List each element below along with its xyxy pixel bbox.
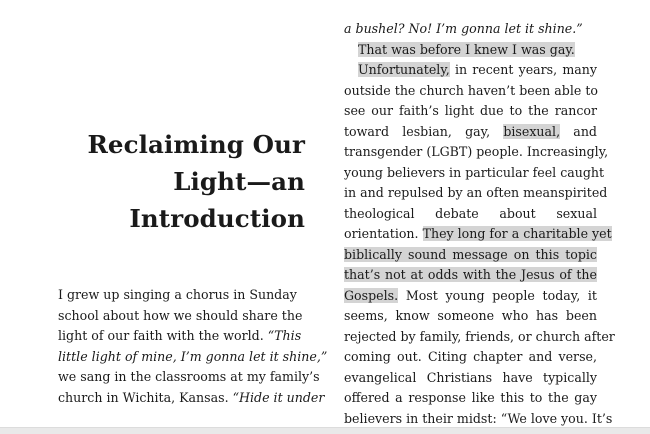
text-run: coming out. Citing chapter and verse, xyxy=(344,349,597,364)
text-line xyxy=(344,60,597,81)
text-run: we sang in the classrooms at my family’s xyxy=(58,369,320,384)
text-line xyxy=(58,285,318,306)
text-line xyxy=(58,367,318,388)
text-run: outside the church haven’t been able to xyxy=(344,82,598,98)
text-run: school about how we should share the xyxy=(58,307,303,323)
text-run: I grew up singing a chorus in Sunday xyxy=(58,287,297,302)
text-run: rejected by family, friends, or church after xyxy=(344,328,615,344)
left-page-text xyxy=(58,285,328,408)
text-line xyxy=(344,347,597,368)
text-line xyxy=(344,163,605,184)
text-run: seems, know someone who has been xyxy=(344,308,597,323)
text-line xyxy=(58,306,318,327)
chapter-title-line: Reclaiming Our xyxy=(87,130,305,160)
highlighted-text: Gospels. xyxy=(344,287,399,303)
text-run: young believers in particular feel caught xyxy=(344,164,605,180)
highlighted-text: biblically sound message on this topic xyxy=(344,246,597,262)
italic-text: a bushel? No! I’m gonna let it shine.” xyxy=(344,21,583,36)
highlighted-text: That was before I knew I was gay. xyxy=(358,41,575,57)
text-line xyxy=(344,368,597,389)
text-run: church in Wichita, Kansas. xyxy=(58,389,233,405)
text-line xyxy=(344,245,597,266)
text-run: orientation. xyxy=(344,226,423,241)
right-page-text xyxy=(344,19,615,429)
chapter-title-line: Light—an xyxy=(173,167,305,197)
text-run: Most young people today, it xyxy=(398,287,597,303)
text-line xyxy=(344,122,597,143)
text-line xyxy=(344,142,609,163)
text-run: theological debate about sexual xyxy=(344,205,597,221)
text-line xyxy=(344,101,597,122)
text-line xyxy=(58,388,325,409)
italic-text: “This xyxy=(267,328,302,343)
text-line xyxy=(344,286,597,307)
text-run: in and repulsed by an often meanspirited xyxy=(344,185,608,200)
text-run: light of our faith with the world. xyxy=(58,328,268,343)
highlighted-text: They long for a charitable yet xyxy=(422,226,612,241)
text-line xyxy=(344,81,597,102)
text-line xyxy=(344,224,612,245)
highlighted-text: Unfortunately, xyxy=(358,62,450,77)
text-line xyxy=(344,409,613,430)
text-run: and xyxy=(560,123,597,139)
text-run: offered a response like this to the gay xyxy=(344,390,597,405)
reader-bottom-edge xyxy=(0,427,650,434)
text-run: in recent years, many xyxy=(449,62,597,77)
highlighted-text: bisexual, xyxy=(503,123,561,139)
chapter-title xyxy=(45,126,305,237)
text-run: transgender (LGBT) people. Increasingly, xyxy=(344,144,609,159)
text-line xyxy=(58,326,318,347)
text-run: toward lesbian, gay, xyxy=(344,123,504,139)
text-line xyxy=(344,388,597,409)
text-line xyxy=(344,327,615,348)
text-line xyxy=(344,19,597,40)
text-line xyxy=(344,306,597,327)
text-line xyxy=(58,347,328,368)
text-run: believers in their midst: “We love you. It’s xyxy=(344,410,613,426)
text-run: see our faith’s light due to the rancor xyxy=(344,103,597,118)
highlighted-text: that’s not at odds with the Jesus of the xyxy=(344,267,597,282)
text-line xyxy=(344,183,608,204)
italic-text: “Hide it under xyxy=(232,389,325,405)
italic-text: little light of mine, I’m gonna let it shine,” xyxy=(58,348,328,364)
text-run: evangelical Christians have typically xyxy=(344,369,597,385)
chapter-title-line: Introduction xyxy=(129,204,305,234)
text-line xyxy=(344,265,597,286)
text-line xyxy=(344,40,597,61)
text-line xyxy=(344,204,597,225)
